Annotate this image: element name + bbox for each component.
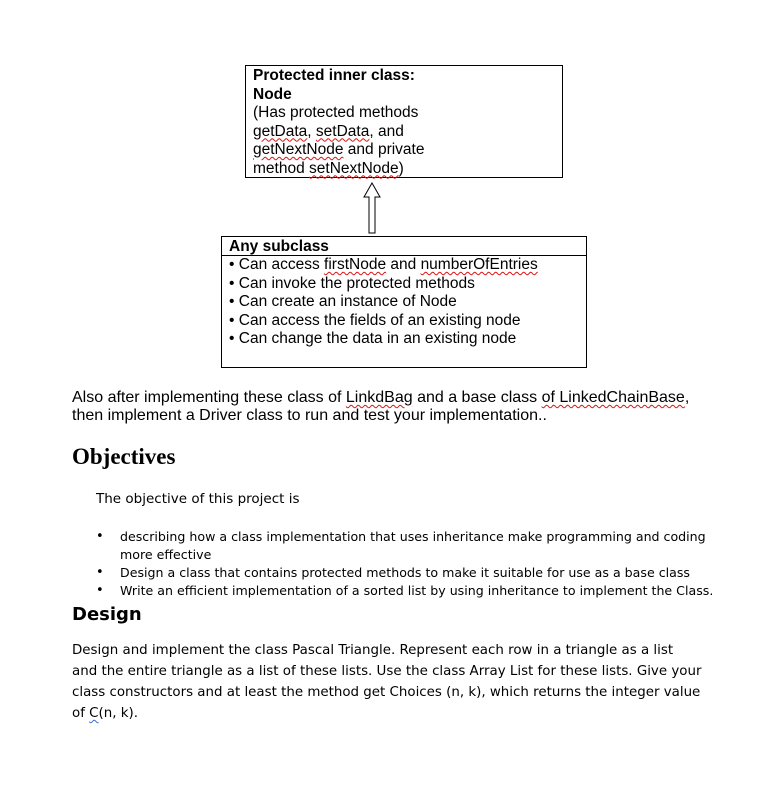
objective-text: Design a class that contains protected methods to make it suitable for use as a base class	[120, 565, 690, 580]
bullet-icon: •	[229, 330, 235, 347]
paragraph-line1	[72, 389, 712, 407]
list-item	[229, 330, 586, 349]
inner-class-title-line2: Node	[253, 85, 292, 103]
paragraph-text: and a base class	[412, 389, 542, 406]
paragraph-text: ,	[684, 389, 690, 406]
field-numberofentries: numberOfEntries	[420, 256, 538, 273]
paragraph-text: Also after implementing these class of	[72, 389, 346, 406]
list-item	[96, 582, 716, 600]
method-setdata: setData	[315, 122, 370, 140]
class-linkdbag: LinkdBag	[345, 389, 413, 406]
implementation-paragraph	[72, 389, 712, 425]
inner-class-box	[245, 65, 563, 178]
separator: ,	[307, 122, 316, 140]
item-text: Can create an instance of Node	[238, 293, 457, 310]
item-text: Can change the data in an existing node	[238, 330, 517, 347]
paragraph-line2: then implement a Driver class to run and test your implementation..	[72, 407, 547, 424]
design-heading: Design	[72, 604, 142, 625]
method-getdata: getData	[253, 122, 308, 140]
bullet-icon: •	[96, 583, 104, 598]
bullet-icon: •	[96, 565, 104, 580]
design-paragraph	[72, 640, 702, 724]
method-getnextnode: getNextNode	[253, 141, 344, 158]
objective-text: describing how a class implementation that uses inheritance make programming and coding more effective	[120, 529, 706, 562]
inner-class-desc-line1: (Has protected methods	[253, 104, 419, 121]
objectives-list	[96, 528, 716, 600]
design-text: (n, k).	[98, 706, 138, 721]
subclass-box	[221, 236, 587, 368]
list-item	[229, 256, 586, 275]
objectives-heading: Objectives	[72, 444, 176, 469]
bullet-icon: •	[229, 311, 235, 329]
and-private-text: and private	[343, 141, 425, 158]
subclass-capabilities-list	[222, 256, 586, 349]
item-text: Can access the fields of an existing node	[238, 311, 521, 329]
bullet-icon: •	[96, 529, 104, 544]
design-text: Design and implement the class Pascal Triangle. Represent each row in a triangle as a list and the entire triangle as a list of these lists. Use the class Array List for these lists. Give your class constructors and at least the method get Choices (n, k), which returns the integer value of	[72, 643, 702, 721]
objectives-intro: The objective of this project is	[96, 491, 300, 507]
item-text: Can access	[238, 256, 325, 273]
class-linkedchainbase: of LinkedChainBase	[541, 389, 685, 406]
bullet-icon: •	[229, 293, 235, 310]
choose-function-c: C	[89, 706, 99, 721]
bullet-icon: •	[229, 256, 235, 273]
inner-class-desc-line2	[253, 123, 562, 142]
list-item	[229, 312, 586, 331]
list-item	[96, 564, 716, 582]
inner-class-title-line1: Protected inner class:	[253, 67, 415, 84]
method-word: method	[253, 159, 310, 177]
inner-class-desc-line4	[253, 160, 562, 179]
inner-class-desc-line3	[253, 141, 562, 160]
list-item	[229, 275, 586, 294]
item-text: and	[386, 256, 421, 273]
objective-text: Write an efficient implementation of a sorted list by using inheritance to implement the Class.	[120, 583, 714, 598]
inheritance-arrow-icon	[362, 182, 382, 234]
list-item	[229, 293, 586, 312]
and-text: , and	[369, 122, 404, 140]
method-setnextnode: setNextNode	[309, 159, 399, 177]
item-text: Can invoke the protected methods	[238, 274, 475, 292]
bullet-icon: •	[229, 274, 235, 292]
field-firstnode: firstNode	[324, 256, 387, 273]
close-paren: )	[398, 159, 404, 177]
list-item	[96, 528, 716, 564]
subclass-header: Any subclass	[222, 237, 586, 256]
